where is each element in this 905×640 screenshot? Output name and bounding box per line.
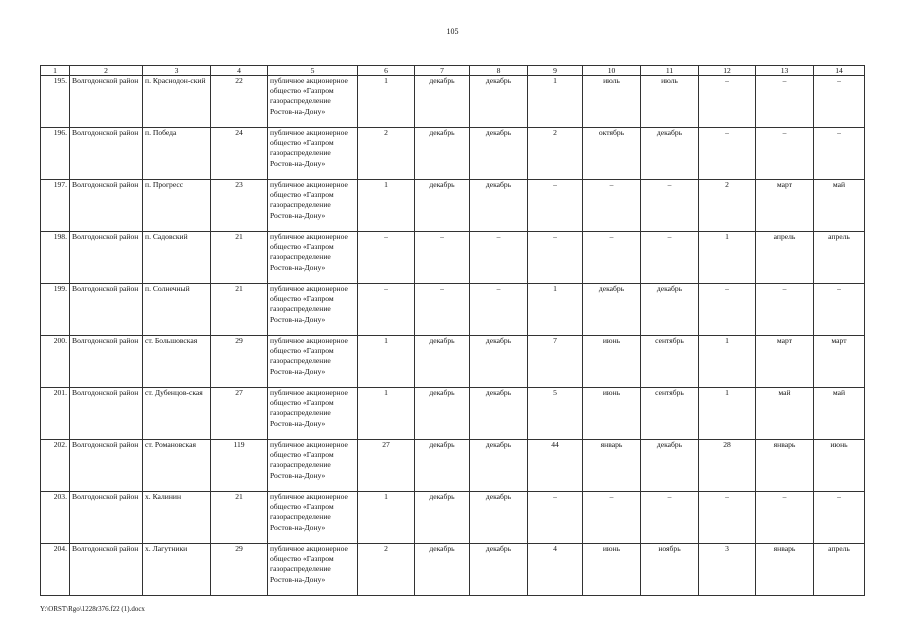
- table-cell: 1: [528, 284, 583, 336]
- table-cell: –: [415, 232, 470, 284]
- table-cell: –: [641, 180, 699, 232]
- table-cell: –: [470, 232, 528, 284]
- data-table: [40, 65, 865, 596]
- table-row: [41, 76, 865, 128]
- table-cell: декабрь: [583, 284, 641, 336]
- table-cell: май: [814, 388, 865, 440]
- column-header: 11: [641, 66, 699, 76]
- table-cell: Волгодонской район: [70, 232, 143, 284]
- table-cell: –: [756, 492, 814, 544]
- table-cell: сентябрь: [641, 388, 699, 440]
- table-cell: –: [756, 76, 814, 128]
- table-cell: 203.: [41, 492, 70, 544]
- table-cell: 4: [528, 544, 583, 596]
- table-row: [41, 388, 865, 440]
- table-cell: –: [699, 128, 756, 180]
- table-cell: Волгодонской район: [70, 492, 143, 544]
- column-header: 10: [583, 66, 641, 76]
- column-header: 9: [528, 66, 583, 76]
- table-cell: 2: [528, 128, 583, 180]
- table-row: [41, 232, 865, 284]
- table-cell: –: [470, 284, 528, 336]
- table-cell: октябрь: [583, 128, 641, 180]
- table-cell: декабрь: [415, 336, 470, 388]
- table-cell: декабрь: [470, 492, 528, 544]
- table-cell: публичное акционерное общество «Газпром газораспределение Ростов-на-Дону»: [268, 440, 358, 492]
- table-cell: –: [641, 232, 699, 284]
- table-cell: 119: [211, 440, 268, 492]
- column-header: 4: [211, 66, 268, 76]
- table-cell: Волгодонской район: [70, 284, 143, 336]
- table-cell: публичное акционерное общество «Газпром газораспределение Ростов-на-Дону»: [268, 492, 358, 544]
- table-cell: п. Солнечный: [143, 284, 211, 336]
- table-cell: декабрь: [641, 284, 699, 336]
- table-cell: декабрь: [415, 440, 470, 492]
- table-cell: 1: [358, 336, 415, 388]
- table-cell: 198.: [41, 232, 70, 284]
- table-cell: 2: [699, 180, 756, 232]
- table-cell: Волгодонской район: [70, 76, 143, 128]
- table-cell: Волгодонской район: [70, 128, 143, 180]
- table-cell: публичное акционерное общество «Газпром газораспределение Ростов-на-Дону»: [268, 544, 358, 596]
- table-cell: –: [583, 492, 641, 544]
- table-cell: 5: [528, 388, 583, 440]
- table-cell: 204.: [41, 544, 70, 596]
- footer-file-path: Y:\ORST\Rgo\1228r376.f22 (1).docx: [40, 605, 145, 613]
- page-number: 105: [446, 27, 459, 36]
- table-cell: декабрь: [415, 76, 470, 128]
- table-cell: Волгодонской район: [70, 388, 143, 440]
- table-cell: ст. Дубенцов-ская: [143, 388, 211, 440]
- table-cell: декабрь: [415, 180, 470, 232]
- table-cell: п. Садовский: [143, 232, 211, 284]
- table-cell: Волгодонской район: [70, 180, 143, 232]
- table-cell: –: [814, 284, 865, 336]
- table-cell: –: [528, 232, 583, 284]
- table-row: [41, 336, 865, 388]
- table-header: [41, 66, 865, 76]
- table-cell: июнь: [583, 336, 641, 388]
- table-cell: п. Краснодон-ский: [143, 76, 211, 128]
- table-row: [41, 544, 865, 596]
- table-cell: сентябрь: [641, 336, 699, 388]
- table-cell: 195.: [41, 76, 70, 128]
- table-cell: 1: [699, 336, 756, 388]
- table-cell: –: [358, 284, 415, 336]
- table-cell: май: [756, 388, 814, 440]
- column-header: 14: [814, 66, 865, 76]
- table-cell: 28: [699, 440, 756, 492]
- table-cell: декабрь: [470, 336, 528, 388]
- table-cell: публичное акционерное общество «Газпром газораспределение Ростов-на-Дону»: [268, 180, 358, 232]
- table-cell: –: [699, 76, 756, 128]
- column-header: 5: [268, 66, 358, 76]
- table-cell: 2: [358, 128, 415, 180]
- table-cell: 1: [358, 388, 415, 440]
- table-body: [41, 76, 865, 596]
- table-row: [41, 492, 865, 544]
- table-cell: март: [756, 336, 814, 388]
- table-cell: январь: [583, 440, 641, 492]
- table-cell: апрель: [814, 544, 865, 596]
- column-header: 6: [358, 66, 415, 76]
- table-cell: март: [814, 336, 865, 388]
- header-row: [41, 66, 865, 76]
- table-cell: январь: [756, 440, 814, 492]
- table-cell: 200.: [41, 336, 70, 388]
- table-row: [41, 440, 865, 492]
- table-cell: декабрь: [470, 388, 528, 440]
- table-row: [41, 128, 865, 180]
- table-row: [41, 284, 865, 336]
- table-cell: публичное акционерное общество «Газпром газораспределение Ростов-на-Дону»: [268, 76, 358, 128]
- table-cell: публичное акционерное общество «Газпром газораспределение Ростов-на-Дону»: [268, 284, 358, 336]
- table-cell: публичное акционерное общество «Газпром газораспределение Ростов-на-Дону»: [268, 128, 358, 180]
- table-cell: п. Прогресс: [143, 180, 211, 232]
- table-cell: 44: [528, 440, 583, 492]
- column-header: 3: [143, 66, 211, 76]
- table-cell: 2: [358, 544, 415, 596]
- table-row: [41, 180, 865, 232]
- table-cell: декабрь: [415, 544, 470, 596]
- table-cell: июль: [583, 76, 641, 128]
- table-cell: июнь: [814, 440, 865, 492]
- table-cell: х. Калинин: [143, 492, 211, 544]
- table-cell: 27: [358, 440, 415, 492]
- table-cell: март: [756, 180, 814, 232]
- table-cell: декабрь: [470, 544, 528, 596]
- table-cell: 29: [211, 544, 268, 596]
- column-header: 7: [415, 66, 470, 76]
- table-cell: 199.: [41, 284, 70, 336]
- table-cell: публичное акционерное общество «Газпром газораспределение Ростов-на-Дону»: [268, 388, 358, 440]
- table-cell: 21: [211, 492, 268, 544]
- table-cell: п. Победа: [143, 128, 211, 180]
- table-cell: –: [583, 232, 641, 284]
- table-cell: 1: [699, 388, 756, 440]
- table-cell: Волгодонской район: [70, 544, 143, 596]
- table-cell: –: [583, 180, 641, 232]
- column-header: 12: [699, 66, 756, 76]
- table-cell: декабрь: [641, 440, 699, 492]
- table-cell: 23: [211, 180, 268, 232]
- table-cell: х. Лагутники: [143, 544, 211, 596]
- table-cell: –: [699, 492, 756, 544]
- table-cell: декабрь: [415, 128, 470, 180]
- table-cell: апрель: [814, 232, 865, 284]
- table-cell: 7: [528, 336, 583, 388]
- column-header: 8: [470, 66, 528, 76]
- table-cell: декабрь: [415, 492, 470, 544]
- table-cell: 27: [211, 388, 268, 440]
- table-cell: –: [528, 492, 583, 544]
- table-cell: –: [641, 492, 699, 544]
- table-cell: публичное акционерное общество «Газпром газораспределение Ростов-на-Дону»: [268, 232, 358, 284]
- table-cell: 22: [211, 76, 268, 128]
- table-cell: Волгодонской район: [70, 336, 143, 388]
- table-cell: 197.: [41, 180, 70, 232]
- table-cell: ст. Романовская: [143, 440, 211, 492]
- table-cell: 3: [699, 544, 756, 596]
- table-cell: 1: [699, 232, 756, 284]
- table-cell: публичное акционерное общество «Газпром газораспределение Ростов-на-Дону»: [268, 336, 358, 388]
- table-cell: 29: [211, 336, 268, 388]
- table-cell: ст. Большовская: [143, 336, 211, 388]
- table-cell: Волгодонской район: [70, 440, 143, 492]
- table-cell: декабрь: [641, 128, 699, 180]
- table-cell: 1: [528, 76, 583, 128]
- table-cell: –: [699, 284, 756, 336]
- table-cell: ноябрь: [641, 544, 699, 596]
- table-cell: декабрь: [470, 180, 528, 232]
- table-cell: –: [358, 232, 415, 284]
- table-cell: –: [756, 284, 814, 336]
- table-cell: 1: [358, 76, 415, 128]
- table-cell: декабрь: [470, 440, 528, 492]
- table-cell: май: [814, 180, 865, 232]
- column-header: 2: [70, 66, 143, 76]
- table-cell: –: [528, 180, 583, 232]
- table-cell: январь: [756, 544, 814, 596]
- table-cell: 201.: [41, 388, 70, 440]
- table-cell: –: [814, 128, 865, 180]
- table-cell: –: [814, 76, 865, 128]
- table-cell: декабрь: [470, 76, 528, 128]
- column-header: 13: [756, 66, 814, 76]
- table-cell: июнь: [583, 544, 641, 596]
- column-header: 1: [41, 66, 70, 76]
- table-cell: апрель: [756, 232, 814, 284]
- table-cell: 1: [358, 180, 415, 232]
- table-cell: 196.: [41, 128, 70, 180]
- table-cell: 202.: [41, 440, 70, 492]
- table-cell: июнь: [583, 388, 641, 440]
- table-cell: июль: [641, 76, 699, 128]
- table-cell: –: [756, 128, 814, 180]
- table-cell: декабрь: [415, 388, 470, 440]
- table-cell: 24: [211, 128, 268, 180]
- table-cell: 21: [211, 284, 268, 336]
- table-cell: –: [415, 284, 470, 336]
- table-cell: 1: [358, 492, 415, 544]
- table-cell: декабрь: [470, 128, 528, 180]
- table-cell: –: [814, 492, 865, 544]
- table-cell: 21: [211, 232, 268, 284]
